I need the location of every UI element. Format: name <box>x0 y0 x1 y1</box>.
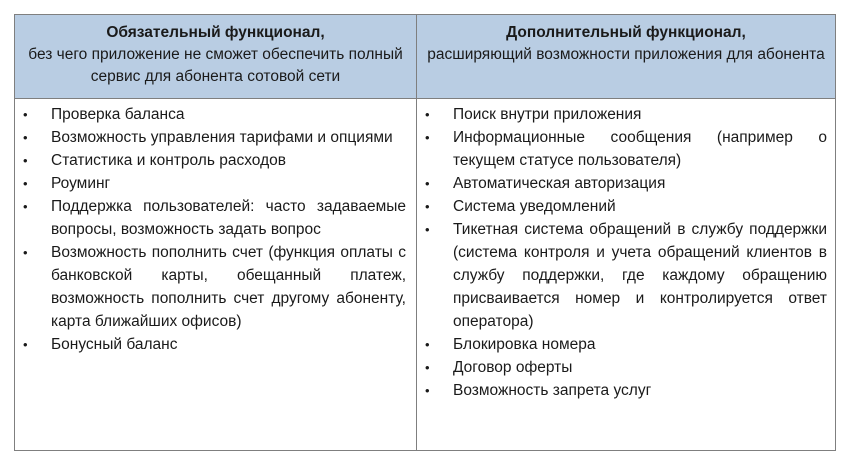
bullet-icon: • <box>23 199 28 214</box>
additional-list-item <box>417 126 835 172</box>
header-additional-title: Дополнительный функционал, <box>506 24 746 41</box>
mandatory-list-item <box>15 333 416 356</box>
header-mandatory <box>15 15 417 99</box>
list-item-text: Статистика и контроль расходов <box>51 152 286 169</box>
bullet-icon: • <box>23 130 28 145</box>
bullet-icon: • <box>425 176 430 191</box>
bullet-icon: • <box>23 337 28 352</box>
mandatory-list-cell <box>15 99 417 450</box>
mandatory-list-item <box>15 126 416 149</box>
functionality-table <box>14 14 836 451</box>
header-additional <box>417 15 835 99</box>
mandatory-list-item <box>15 172 416 195</box>
list-item-text: Тикетная система обращений в службу поддержки (система контроля и учета обращений клиентов в службу поддержки, где каждому обращению присваивается номер и контролируется ответ оператора) <box>453 221 827 330</box>
mandatory-list-item <box>15 195 416 241</box>
bullet-icon: • <box>23 245 28 260</box>
additional-list-cell <box>417 99 835 450</box>
additional-list-item <box>417 103 835 126</box>
list-item-text: Возможность управления тарифами и опциями <box>51 129 393 146</box>
bullet-icon: • <box>425 107 430 122</box>
mandatory-list <box>15 103 416 356</box>
header-mandatory-subtitle: без чего приложение не сможет обеспечить полный сервис для абонента сотовой сети <box>28 46 403 85</box>
mandatory-list-item <box>15 103 416 126</box>
additional-list-item <box>417 195 835 218</box>
bullet-icon: • <box>23 107 28 122</box>
list-item-text: Информационные сообщения (например о текущем статусе пользователя) <box>453 129 827 169</box>
list-item-text: Проверка баланса <box>51 106 185 123</box>
list-item-text: Автоматическая авторизация <box>453 175 666 192</box>
additional-list-item <box>417 356 835 379</box>
header-additional-subtitle: расширяющий возможности приложения для абонента <box>427 46 825 63</box>
list-item-text: Возможность пополнить счет (функция оплаты с банковской карты, обещанный платеж, возможность пополнить счет другому абоненту, карта ближайших офисов) <box>51 244 406 330</box>
additional-list-item <box>417 333 835 356</box>
list-item-text: Бонусный баланс <box>51 336 178 353</box>
bullet-icon: • <box>425 199 430 214</box>
mandatory-list-item <box>15 241 416 333</box>
list-item-text: Блокировка номера <box>453 336 596 353</box>
list-item-text: Возможность запрета услуг <box>453 382 652 399</box>
bullet-icon: • <box>425 383 430 398</box>
bullet-icon: • <box>425 222 430 237</box>
list-item-text: Договор оферты <box>453 359 573 376</box>
header-mandatory-title: Обязательный функционал, <box>106 24 325 41</box>
list-item-text: Роуминг <box>51 175 111 192</box>
list-item-text: Поиск внутри приложения <box>453 106 642 123</box>
additional-list-item <box>417 218 835 333</box>
additional-list <box>417 103 835 402</box>
bullet-icon: • <box>425 360 430 375</box>
bullet-icon: • <box>425 130 430 145</box>
list-item-text: Поддержка пользователей: часто задаваемые вопросы, возможность задать вопрос <box>51 198 406 238</box>
bullet-icon: • <box>425 337 430 352</box>
mandatory-list-item <box>15 149 416 172</box>
bullet-icon: • <box>23 153 28 168</box>
additional-list-item <box>417 379 835 402</box>
additional-list-item <box>417 172 835 195</box>
bullet-icon: • <box>23 176 28 191</box>
list-item-text: Система уведомлений <box>453 198 616 215</box>
